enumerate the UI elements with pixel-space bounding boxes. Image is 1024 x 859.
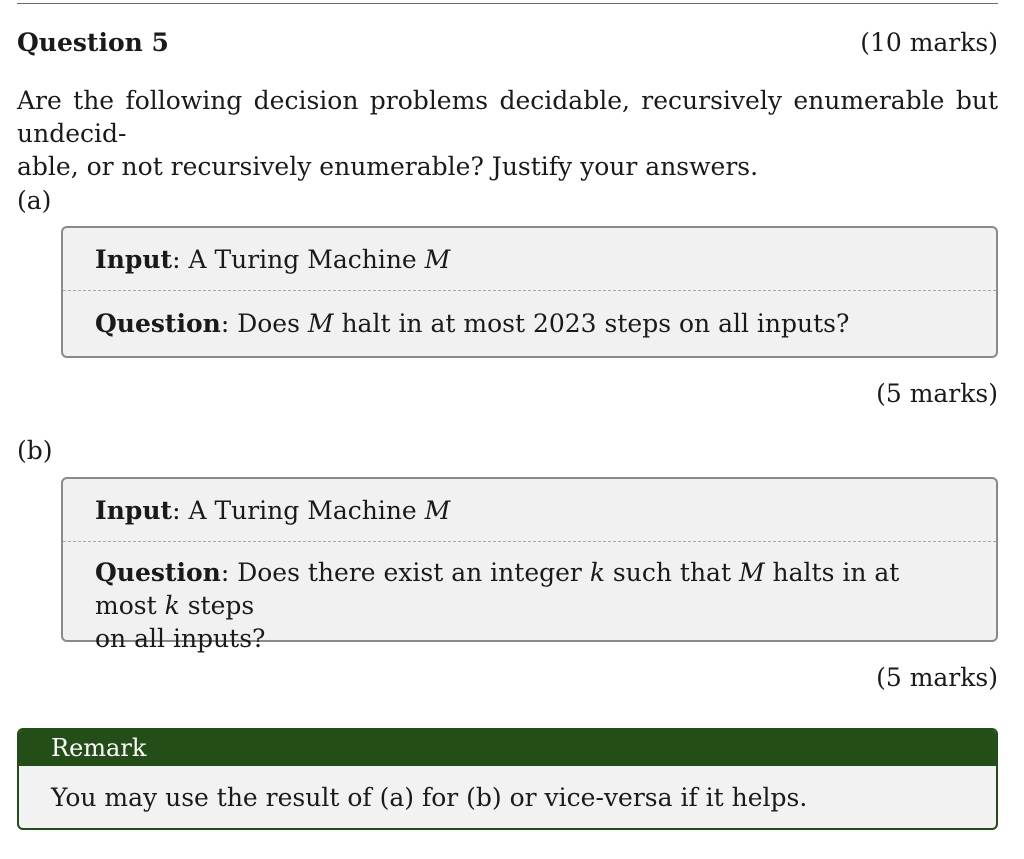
part-b-question-text-3: halts in at most <box>95 558 900 620</box>
part-b-input-row <box>63 479 996 541</box>
part-a-question-label: Question <box>95 309 221 338</box>
part-b-label: (b) <box>17 436 53 465</box>
part-b-question-line-2: on all inputs? <box>95 624 266 653</box>
part-b-question-row <box>63 541 996 653</box>
question-title: Question 5 <box>17 27 169 57</box>
question-total-marks: (10 marks) <box>860 27 998 57</box>
part-b-question-text-1: : Does there exist an integer <box>220 558 590 587</box>
part-b-question-label: Question <box>95 558 221 587</box>
question-header <box>17 24 998 60</box>
remark-title: Remark <box>19 730 996 766</box>
part-b-input-var: M <box>424 495 451 525</box>
question-intro <box>17 84 998 183</box>
part-b-question-var-k2: k <box>164 591 180 620</box>
part-a-input-label: Input <box>95 244 173 274</box>
part-b-question-var-k: k <box>589 558 605 587</box>
intro-line-2: able, or not recursively enumerable? Justify your answers. <box>17 152 759 181</box>
part-a-question-var: M <box>307 309 334 338</box>
part-b-input-text: : A Turing Machine <box>172 495 425 525</box>
part-b-question-text-2: such that <box>604 558 739 587</box>
part-a-input-text: : A Turing Machine <box>172 244 425 274</box>
part-a-question-text: : Does <box>220 309 308 338</box>
intro-line-1: Are the following decision problems decidable, recursively enumerable but undecid- <box>17 86 998 148</box>
part-a-box <box>61 226 998 358</box>
part-a-input-var: M <box>424 244 451 274</box>
remark-box <box>17 728 998 830</box>
part-a-input-row <box>63 228 996 290</box>
part-b-question-text-4: steps <box>179 591 255 620</box>
part-a-question-row <box>63 290 996 356</box>
part-b-box <box>61 477 998 653</box>
part-b-input-label: Input <box>95 495 173 525</box>
part-a-label: (a) <box>17 186 52 215</box>
part-b-question-var-m: M <box>738 558 765 587</box>
part-b-marks: (5 marks) <box>876 663 998 692</box>
top-rule <box>17 3 998 4</box>
part-a-marks: (5 marks) <box>876 379 998 408</box>
part-b-question-line-1 <box>95 556 964 622</box>
remark-text: You may use the result of (a) for (b) or vice-versa if it helps. <box>51 782 808 812</box>
part-a-question-text-end: halt in at most 2023 steps on all inputs? <box>333 309 850 338</box>
